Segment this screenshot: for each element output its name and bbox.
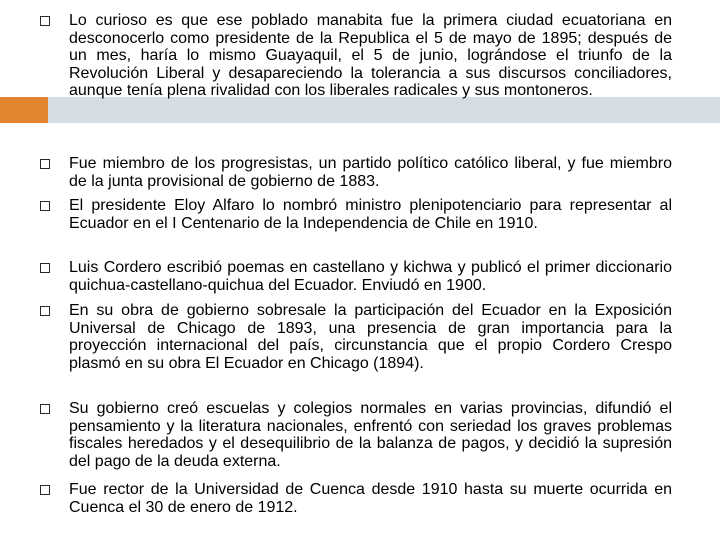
square-bullet-icon — [40, 485, 50, 495]
square-bullet-icon — [40, 159, 50, 169]
list-item-text: Luis Cordero escribió poemas en castellano y kichwa y publicó el primer diccionario quichua-castellano-quichua del Ecuador. Enviudó en 1900. — [69, 259, 672, 294]
list-item-text: Fue miembro de los progresistas, un partido político católico liberal, y fue miembro de la junta provisional de gobierno de 1883. — [69, 155, 672, 190]
list-item-text: En su obra de gobierno sobresale la participación del Ecuador en la Exposición Universal de Chicago de 1893, una presencia de gran importancia para la proyección internacional del país, circunstancia que el propio Cordero Crespo plasmó en su obra El Ecuador en Chicago (1894). — [69, 302, 672, 372]
square-bullet-icon — [40, 201, 50, 211]
list-item-text: Lo curioso es que ese poblado manabita fue la primera ciudad ecuatoriana en desconocerlo como presidente de la Republica el 5 de mayo de 1895; después de un mes, haría lo mismo Guayaquil, el 5 de junio, lográndose el triunfo de la Revolución Liberal y desapareciendo la tolerancia a sus discursos conciliadores, aunque tenía plena rivalidad con los liberales radicales y sus montoneros. — [69, 12, 672, 100]
accent-bar — [0, 97, 48, 123]
square-bullet-icon — [40, 306, 50, 316]
list-item-text: El presidente Eloy Alfaro lo nombró ministro plenipotenciario para representar al Ecuador en el I Centenario de la Independencia de Chile en 1910. — [69, 197, 672, 232]
list-item-text: Su gobierno creó escuelas y colegios normales en varias provincias, difundió el pensamiento y la literatura nacionales, enfrentó con seriedad los graves problemas fiscales heredados y el desequilibrio de la balanza de pagos, y decidió la supresión del pago de la deuda externa. — [69, 400, 672, 470]
header-band — [48, 97, 720, 123]
square-bullet-icon — [40, 16, 50, 26]
list-item-text: Fue rector de la Universidad de Cuenca desde 1910 hasta su muerte ocurrida en Cuenca el 30 de enero de 1912. — [69, 481, 672, 516]
square-bullet-icon — [40, 263, 50, 273]
square-bullet-icon — [40, 404, 50, 414]
